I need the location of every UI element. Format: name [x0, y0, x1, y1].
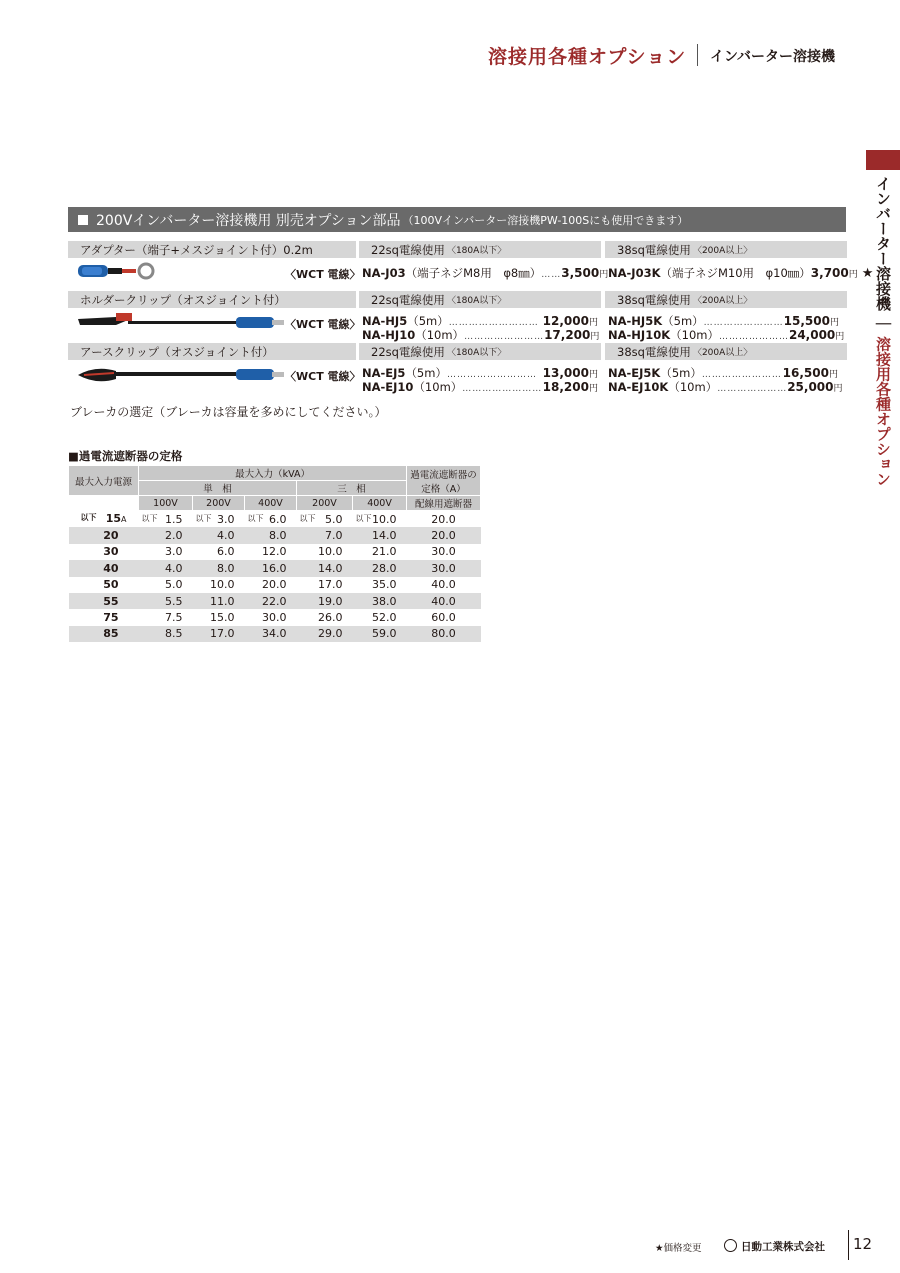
- product-code: NA-HJ10K: [608, 328, 671, 342]
- kva-value: 26.0: [318, 611, 343, 625]
- kva-value: 8.0: [269, 529, 287, 543]
- rating-cell: [407, 626, 481, 642]
- price-value: 18,200: [542, 380, 589, 394]
- kva-cell: [245, 527, 297, 543]
- kva-value: 29.0: [318, 627, 343, 641]
- kva-cell: [193, 527, 245, 543]
- side-tab-label-2: 溶接用各種オプション: [874, 336, 892, 487]
- kva-value: 16.0: [262, 561, 287, 575]
- price-value: 25,000: [787, 380, 834, 394]
- adapter-icon: [76, 261, 166, 285]
- kva-cell: [353, 609, 407, 625]
- source-cell: [69, 544, 139, 560]
- col38-header: [605, 343, 847, 360]
- col38-header: [605, 241, 847, 258]
- product-name: アダプター（端子+メスジョイント付）0.2m: [80, 242, 313, 257]
- col38-header-label: 38sq電線使用: [617, 344, 691, 359]
- product-name-band: [68, 291, 356, 308]
- kva-cell: [139, 609, 193, 625]
- col22-header: [359, 343, 601, 360]
- kva-cell: [245, 560, 297, 576]
- col22-header: [359, 241, 601, 258]
- product-name-band: [68, 241, 356, 258]
- product-code: NA-HJ10: [362, 328, 416, 342]
- kva-cell: [245, 626, 297, 642]
- ika-label: 以下: [195, 513, 212, 523]
- product-code: NA-EJ5: [362, 366, 406, 380]
- col22-header-label: 22sq電線使用: [371, 344, 445, 359]
- wct-label: 〈WCT 電線〉: [285, 268, 361, 281]
- kva-value: 4.0: [165, 561, 183, 575]
- leader-dots: ……………………: [701, 370, 782, 380]
- product-name: ホルダークリップ（オスジョイント付）: [80, 292, 286, 307]
- ika-label: 以下: [80, 513, 97, 523]
- rating-value: 30.0: [431, 561, 456, 575]
- kva-value: 17.0: [318, 578, 343, 592]
- kva-cell: [193, 560, 245, 576]
- kva-cell: [139, 544, 193, 560]
- leader-dots: …………………: [718, 332, 789, 342]
- header-voltage: 200V: [193, 496, 245, 511]
- kva-cell: [245, 544, 297, 560]
- kva-value: 28.0: [372, 561, 397, 575]
- col22-header-note: 〈180A以下〉: [446, 246, 507, 256]
- unit-a: A: [121, 515, 127, 525]
- kva-value: 35.0: [372, 578, 397, 592]
- kva-cell: [193, 544, 245, 560]
- section-note: （100Vインバーター溶接機PW-100Sにも使用できます）: [402, 213, 689, 227]
- col22-header: [359, 291, 601, 308]
- kva-cell: [245, 609, 297, 625]
- kva-value: 19.0: [318, 594, 343, 608]
- kva-value: 7.0: [325, 529, 343, 543]
- kva-value: 4.0: [217, 529, 235, 543]
- product-code: NA-EJ10K: [608, 380, 669, 394]
- product-price: [543, 380, 598, 394]
- rating-cell: [407, 577, 481, 593]
- page-title: 溶接用各種オプション: [488, 46, 687, 68]
- kva-value: 5.5: [165, 594, 183, 608]
- product-spec: （5m）: [405, 366, 447, 380]
- table-row: [69, 609, 481, 625]
- header-max-input-source: 最大入力電源: [69, 466, 139, 496]
- col38-header-note: 〈200A以上〉: [692, 296, 753, 306]
- kva-value: 14.0: [372, 529, 397, 543]
- square-bullet-icon: [78, 215, 88, 225]
- price-unit: 円: [829, 318, 839, 328]
- source-cell: [69, 626, 139, 642]
- source-value: 15: [105, 512, 122, 526]
- kva-value: 21.0: [372, 545, 397, 559]
- kva-value: 2.0: [165, 529, 183, 543]
- kva-cell: [297, 593, 353, 609]
- source-value: 50: [103, 578, 119, 592]
- leader-dots: …………………: [717, 384, 788, 394]
- source-value: 30: [103, 545, 119, 559]
- product-spec: （5m）: [407, 314, 449, 328]
- kva-cell: [193, 577, 245, 593]
- product-spec: （10m）: [668, 380, 718, 394]
- price-change-note: ★価格変更: [655, 1243, 702, 1254]
- kva-value: 6.0: [269, 512, 287, 526]
- table-row: [69, 544, 481, 560]
- product-spec: （5m）: [662, 314, 704, 328]
- kva-value: 38.0: [372, 594, 397, 608]
- source-cell: [69, 577, 139, 593]
- side-tab-marker: [866, 150, 900, 170]
- rating-value: 40.0: [431, 594, 456, 608]
- col22-header-note: 〈180A以下〉: [446, 348, 507, 358]
- kva-value: 8.0: [217, 561, 235, 575]
- price-unit: 円: [590, 332, 600, 342]
- product-spec: （10m）: [670, 328, 719, 342]
- header-single-phase: 単 相: [139, 481, 297, 496]
- header-divider: [697, 44, 698, 66]
- source-cell: [69, 593, 139, 609]
- breaker-table: [68, 465, 481, 642]
- price-unit: 円: [588, 384, 598, 394]
- header-breaker: 配線用遮断器: [407, 496, 481, 511]
- price-unit: 円: [599, 270, 609, 280]
- product-spec: （端子ネジM10用 φ10㎜）: [660, 266, 811, 280]
- product-code: NA-J03K: [608, 266, 661, 280]
- kva-value: 5.0: [165, 578, 183, 592]
- product-price: [561, 266, 608, 280]
- kva-cell: [193, 626, 245, 642]
- price-value: 17,200: [544, 328, 591, 342]
- table-row: [69, 626, 481, 642]
- col38-header-note: 〈200A以上〉: [692, 348, 753, 358]
- holder-clip-icon: [76, 311, 286, 339]
- kva-cell: [139, 626, 193, 642]
- kva-value: 10.0: [210, 578, 235, 592]
- ika-label: 以下: [141, 513, 158, 523]
- rating-cell: [407, 544, 481, 560]
- kva-value: 1.5: [165, 512, 183, 526]
- product-price: [543, 366, 598, 380]
- product-price: [543, 314, 598, 328]
- product-price: [783, 366, 838, 380]
- product-spec: （端子ネジM8用 φ8㎜）: [405, 266, 542, 280]
- table-row: [69, 593, 481, 609]
- rating-cell: [407, 511, 481, 528]
- col38-header-note: 〈200A以上〉: [692, 246, 753, 256]
- kva-cell: [353, 544, 407, 560]
- rating-cell: [407, 560, 481, 576]
- kva-value: 34.0: [262, 627, 287, 641]
- kva-value: 11.0: [210, 594, 235, 608]
- header-max-input: 最大入力（kVA）: [139, 466, 407, 481]
- rating-value: 30.0: [431, 545, 456, 559]
- kva-cell: [353, 560, 407, 576]
- kva-cell: [139, 511, 193, 528]
- side-tab: [870, 176, 896, 486]
- kva-value: 14.0: [318, 561, 343, 575]
- table-row: [69, 560, 481, 576]
- rating-value: 40.0: [431, 578, 456, 592]
- leader-dots: ………………………: [446, 370, 537, 380]
- wct-label: 〈WCT 電線〉: [285, 318, 361, 331]
- kva-cell: [353, 511, 407, 528]
- header-voltage: 400V: [245, 496, 297, 511]
- kva-cell: [297, 560, 353, 576]
- leader-dots: ……: [541, 270, 562, 280]
- footer-divider: [848, 1230, 849, 1260]
- kva-value: 15.0: [210, 611, 235, 625]
- product-name-band: [68, 343, 356, 360]
- kva-value: 30.0: [262, 611, 287, 625]
- kva-cell: [245, 577, 297, 593]
- company-name: 日動工業株式会社: [741, 1241, 825, 1253]
- ika-label: 以下: [355, 513, 372, 523]
- kva-cell: [297, 609, 353, 625]
- kva-cell: [297, 577, 353, 593]
- kva-cell: [297, 544, 353, 560]
- kva-value: 10.0: [372, 512, 397, 526]
- kva-cell: [353, 593, 407, 609]
- side-tab-label-1: インバーター溶接機: [874, 176, 892, 311]
- section-header: [68, 207, 846, 232]
- product-price: [544, 328, 599, 342]
- price-unit: 円: [588, 370, 598, 380]
- col22-header-note: 〈180A以下〉: [446, 296, 507, 306]
- source-value: 75: [103, 611, 119, 625]
- price-change-star-icon: ★: [861, 266, 874, 281]
- kva-cell: [139, 560, 193, 576]
- table-row: [69, 527, 481, 543]
- col38-header-label: 38sq電線使用: [617, 292, 691, 307]
- table-row: [69, 511, 481, 528]
- source-cell: [69, 560, 139, 576]
- product-price: [787, 380, 842, 394]
- kva-value: 5.0: [325, 512, 343, 526]
- kva-value: 20.0: [262, 578, 287, 592]
- kva-cell: [193, 593, 245, 609]
- kva-cell: [353, 626, 407, 642]
- source-cell: [69, 527, 139, 543]
- price-value: 15,500: [783, 314, 830, 328]
- header-voltage: 100V: [139, 496, 193, 511]
- kva-value: 52.0: [372, 611, 397, 625]
- kva-cell: [353, 577, 407, 593]
- kva-value: 12.0: [262, 545, 287, 559]
- rating-cell: [407, 609, 481, 625]
- rating-value: 60.0: [431, 611, 456, 625]
- kva-value: 8.5: [165, 627, 183, 641]
- product-code: NA-EJ5K: [608, 366, 661, 380]
- source-cell: [69, 609, 139, 625]
- product-item: [362, 379, 598, 395]
- product-item: [362, 327, 598, 343]
- kva-value: 3.0: [217, 512, 235, 526]
- kva-value: 6.0: [217, 545, 235, 559]
- source-value: 20: [103, 529, 119, 543]
- kva-value: 22.0: [262, 594, 287, 608]
- product-item: [608, 327, 845, 343]
- leader-dots: ……………………: [703, 318, 784, 328]
- product-spec: （10m）: [415, 328, 465, 342]
- product-spec: （5m）: [660, 366, 702, 380]
- ika-label: 以下: [299, 513, 316, 523]
- kva-cell: [139, 593, 193, 609]
- kva-value: 17.0: [210, 627, 235, 641]
- page-subtitle: インバーター溶接機: [710, 49, 836, 65]
- product-price: [784, 314, 839, 328]
- kva-cell: [297, 527, 353, 543]
- price-value: 3,700: [810, 266, 849, 280]
- col22-header-label: 22sq電線使用: [371, 292, 445, 307]
- header-voltage: 400V: [353, 496, 407, 511]
- kva-value: 10.0: [318, 545, 343, 559]
- rating-value: 20.0: [431, 529, 456, 543]
- leader-dots: ……………………: [462, 384, 543, 394]
- col38-header-label: 38sq電線使用: [617, 242, 691, 257]
- kva-value: 59.0: [372, 627, 397, 641]
- product-item: [608, 379, 843, 395]
- product-name: アースクリップ（オスジョイント付）: [80, 344, 274, 359]
- header-voltage: 200V: [297, 496, 353, 511]
- kva-cell: [297, 511, 353, 528]
- table-title: ■過電流遮断器の定格: [68, 449, 183, 463]
- price-unit: 円: [835, 332, 845, 342]
- product-price: [811, 266, 858, 280]
- product-item: [608, 265, 874, 281]
- kva-value: 7.5: [165, 611, 183, 625]
- earth-clip-icon: [76, 363, 286, 391]
- table-row: [69, 577, 481, 593]
- kva-cell: [245, 511, 297, 528]
- page-number: 12: [853, 1235, 873, 1253]
- product-code: NA-HJ5: [362, 314, 408, 328]
- kva-cell: [297, 626, 353, 642]
- price-unit: 円: [833, 384, 843, 394]
- section-title: 200Vインバーター溶接機用 別売オプション部品: [96, 212, 401, 229]
- price-value: 3,500: [561, 266, 600, 280]
- product-code: NA-HJ5K: [608, 314, 663, 328]
- product-price: [789, 328, 844, 342]
- product-code: NA-EJ10: [362, 380, 414, 394]
- ika-label: 以下: [247, 513, 264, 523]
- rating-cell: [407, 527, 481, 543]
- rating-value: 80.0: [431, 627, 456, 641]
- price-value: 12,000: [542, 314, 589, 328]
- price-value: 13,000: [542, 366, 589, 380]
- kva-cell: [193, 609, 245, 625]
- rating-cell: [407, 593, 481, 609]
- source-value: 55: [103, 594, 119, 608]
- side-tab-divider: ｜: [874, 316, 892, 332]
- rating-value: 20.0: [431, 512, 456, 526]
- product-item: [362, 265, 609, 281]
- header-rating: 過電流遮断器の定格（A）: [407, 466, 481, 496]
- col22-header-label: 22sq電線使用: [371, 242, 445, 257]
- header-three-phase: 三 相: [297, 481, 407, 496]
- price-value: 24,000: [788, 328, 836, 342]
- kva-cell: [139, 527, 193, 543]
- kva-value: 3.0: [165, 545, 183, 559]
- kva-cell: [353, 527, 407, 543]
- col38-header: [605, 291, 847, 308]
- product-code: NA-J03: [362, 266, 406, 280]
- kva-cell: [193, 511, 245, 528]
- product-spec: （10m）: [413, 380, 463, 394]
- source-value: 85: [103, 627, 119, 641]
- price-value: 16,500: [782, 366, 829, 380]
- kva-cell: [245, 593, 297, 609]
- source-value: 40: [103, 561, 119, 575]
- price-unit: 円: [588, 318, 598, 328]
- kva-cell: [139, 577, 193, 593]
- price-unit: 円: [848, 270, 858, 280]
- price-unit: 円: [828, 370, 838, 380]
- source-cell: [69, 511, 139, 528]
- company-logo-icon: [724, 1239, 737, 1252]
- breaker-note: ブレーカの選定（ブレーカは容量を多めにしてください。）: [70, 405, 387, 419]
- leader-dots: ……………………: [464, 332, 545, 342]
- leader-dots: ………………………: [448, 318, 539, 328]
- wct-label: 〈WCT 電線〉: [285, 370, 361, 383]
